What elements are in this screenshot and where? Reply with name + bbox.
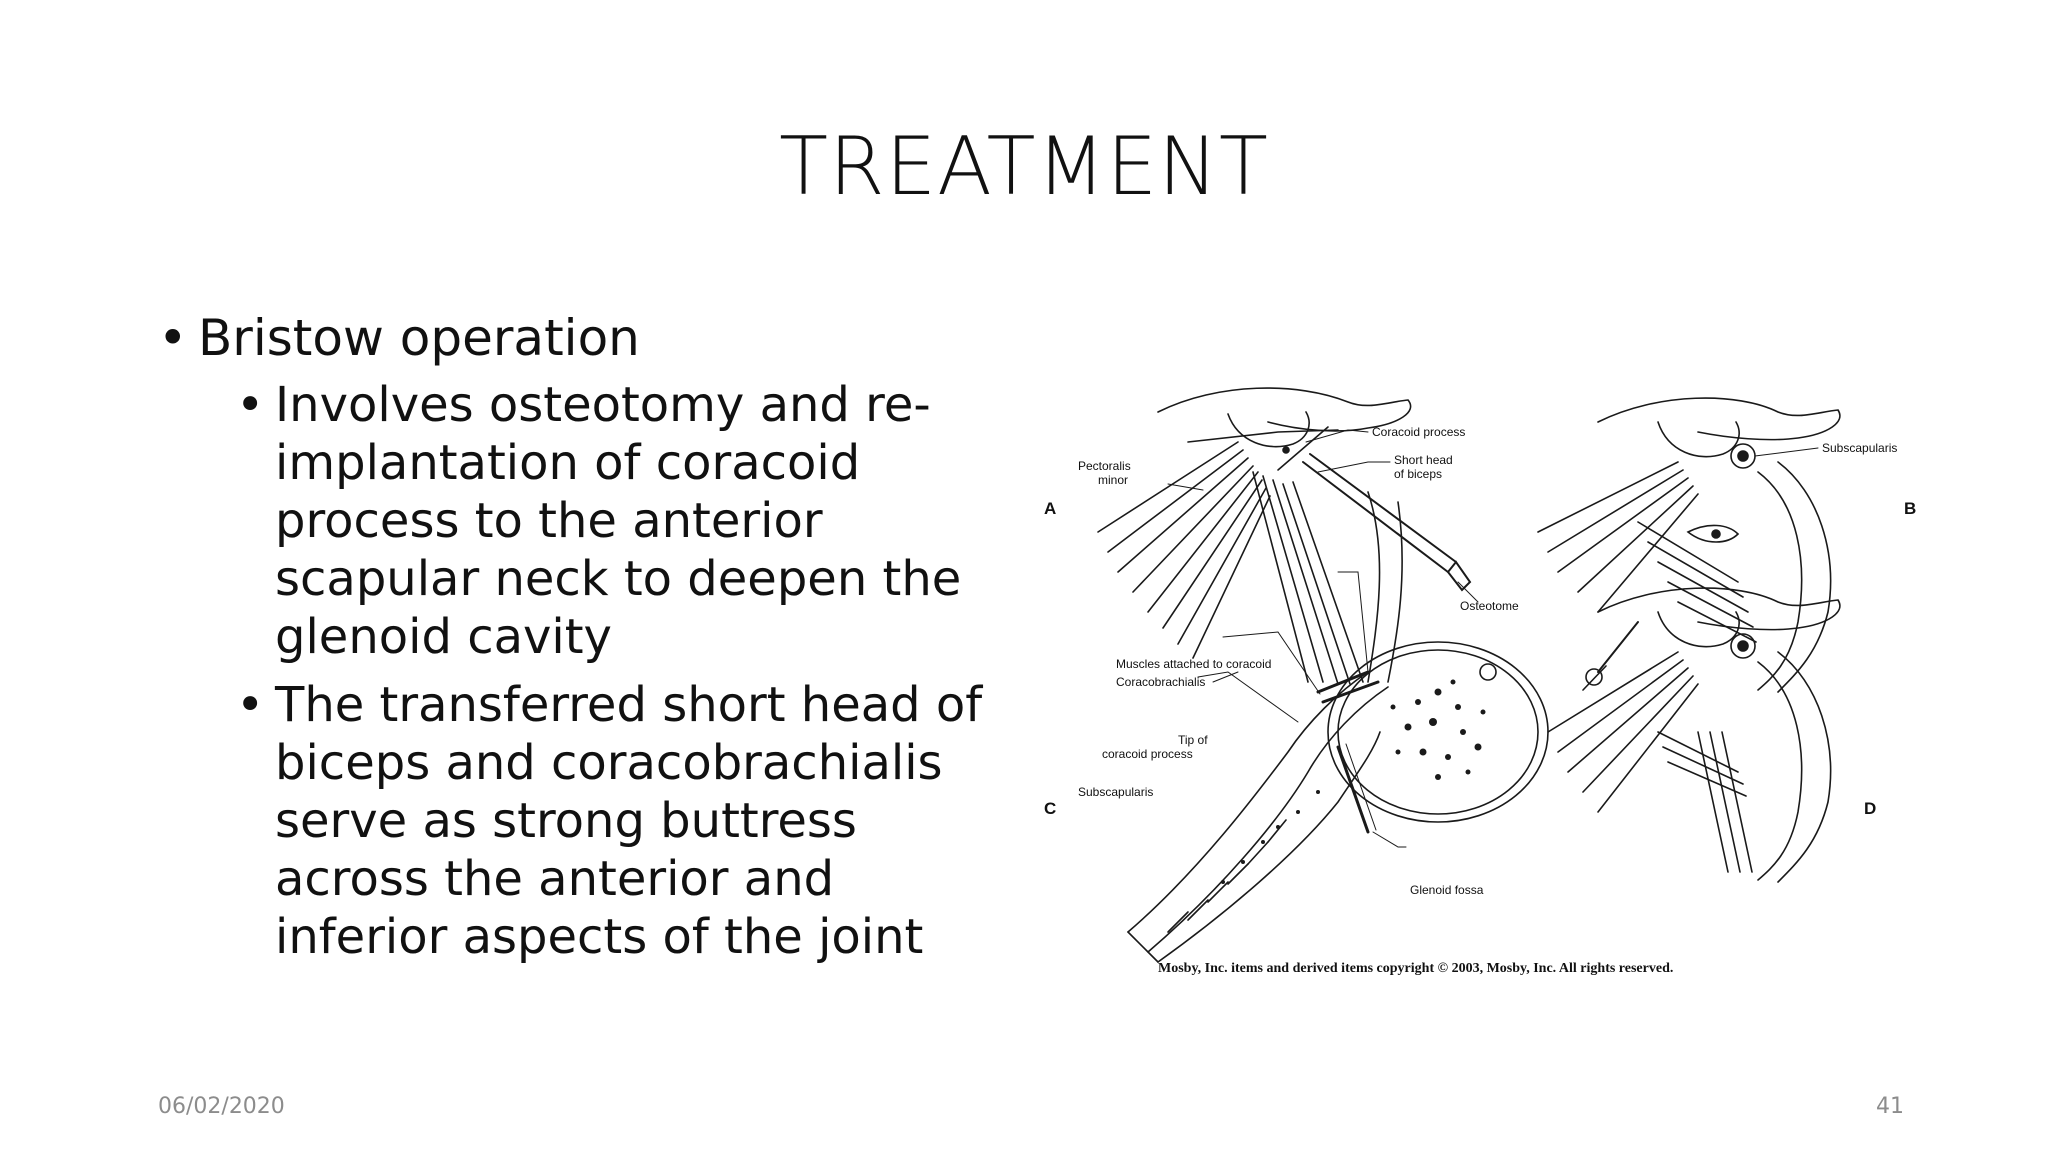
- figure-copyright: Mosby, Inc. items and derived items copyright © 2003, Mosby, Inc. All rights reserved.: [1158, 961, 1674, 976]
- illustration-svg: [1038, 372, 1938, 992]
- panel-b-drawing: [1538, 398, 1840, 692]
- sub-bullet-text: The transferred short head of biceps and coracobrachialis serve as strong buttress across the anterior and inferior aspects of the joint: [275, 677, 983, 965]
- footer-date: 06/02/2020: [158, 1094, 285, 1119]
- sub-bullet-text: Involves osteotomy and re-implantation of coracoid process to the anterior scapular neck to deepen the glenoid cavity: [275, 377, 962, 665]
- sub-bullet-glyph: •: [236, 377, 265, 433]
- panel-b-leaders: [1755, 448, 1818, 456]
- label-of-biceps: of biceps: [1394, 467, 1443, 481]
- sub-bullet-buttress: [150, 676, 1020, 966]
- slide-body: [150, 308, 1020, 976]
- label-subscapularis-b: Subscapularis: [1822, 441, 1898, 455]
- sub-bullet-osteotomy: [150, 376, 1020, 666]
- label-pectoralis: Pectoralis: [1078, 459, 1131, 473]
- label-glenoid-fossa: Glenoid fossa: [1410, 883, 1484, 897]
- bullet-text: Bristow operation: [198, 309, 640, 367]
- panel-c-bone-texture: [1221, 680, 1486, 885]
- label-minor: minor: [1098, 473, 1129, 487]
- slide-title: TREATMENT: [779, 120, 1269, 213]
- bullet-glyph: •: [158, 309, 188, 367]
- label-muscles-attached: Muscles attached to coracoid: [1116, 657, 1272, 671]
- label-coracobrachialis: Coracobrachialis: [1116, 675, 1206, 689]
- bristow-illustration: [1038, 372, 1938, 992]
- label-tip-of: Tip of: [1178, 733, 1208, 747]
- footer-page-number: 41: [1876, 1094, 1904, 1119]
- panel-b-letter: B: [1904, 499, 1917, 518]
- panel-d-letter: D: [1864, 799, 1877, 818]
- label-osteotome: Osteotome: [1460, 599, 1519, 613]
- label-coracoid-process-c: coracoid process: [1102, 747, 1193, 761]
- panel-c-drawing: [1128, 642, 1548, 962]
- bullet-bristow: [150, 308, 1020, 368]
- panel-a-letter: A: [1044, 499, 1057, 518]
- label-subscapularis-c: Subscapularis: [1078, 785, 1154, 799]
- label-coracoid-process: Coracoid process: [1372, 425, 1466, 439]
- sub-bullet-glyph: •: [236, 677, 265, 733]
- label-short-head: Short head: [1394, 453, 1453, 467]
- panel-c-letter: C: [1044, 799, 1057, 818]
